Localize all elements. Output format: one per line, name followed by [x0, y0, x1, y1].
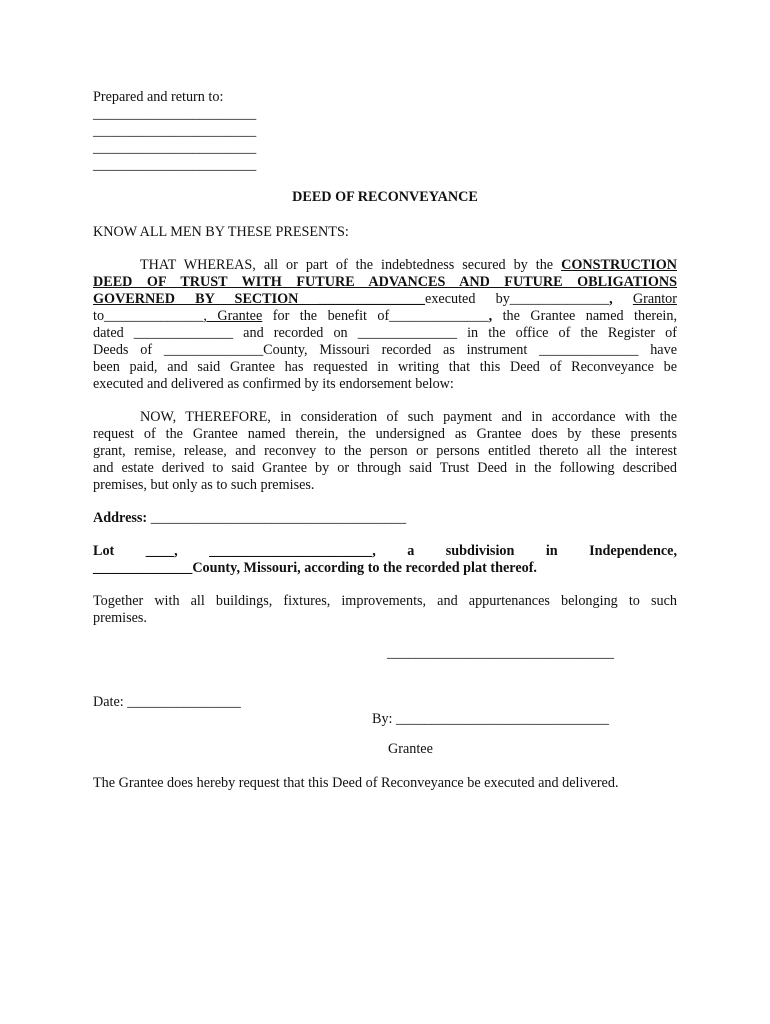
return-address-line-4: _______________________	[93, 157, 257, 173]
para1-line-8: executed and delivered as confirmed by its endorsement below:	[93, 376, 454, 392]
document-title: DEED OF RECONVEYANCE	[292, 189, 478, 205]
para1-line-1: THAT WHEREAS, all or part of the indebtedness secured by the CONSTRUCTION	[140, 257, 677, 273]
return-address-line-3: _______________________	[93, 140, 257, 156]
para1-line-2: DEED OF TRUST WITH FUTURE ADVANCES AND FUTURE OBLIGATIONS	[93, 274, 677, 290]
closing-statement: The Grantee does hereby request that this Deed of Reconveyance be executed and delivered.	[93, 775, 619, 791]
together-line-2: premises.	[93, 610, 147, 626]
signature-top-line: ________________________________	[387, 645, 614, 661]
para2-line-5: premises, but only as to such premises.	[93, 477, 315, 493]
lot-line-2: ______________County, Missouri, according to the recorded plat thereof.	[93, 560, 537, 576]
para1-line-3: GOVERNED BY SECTION _______________executed by______________, Grantor	[93, 291, 677, 307]
para1-line-7: been paid, and said Grantee has requested in writing that this Deed of Reconveyance be	[93, 359, 677, 375]
para1-line-4: to______________, Grantee for the benefit of______________, the Grantee named therein,	[93, 308, 677, 324]
grantee-label: Grantee	[388, 741, 433, 757]
return-address-line-2: _______________________	[93, 123, 257, 139]
para2-line-4: and estate derived to said Grantee by or through said Trust Deed in the following described	[93, 460, 677, 476]
lot-line-1: Lot ____, _______________________, a subdivision in Independence,	[93, 543, 677, 559]
by-signature-line: By: ______________________________	[372, 711, 609, 727]
date-field: Date: ________________	[93, 694, 241, 710]
para1-line-5: dated ______________ and recorded on ______________ in the office of the Register of	[93, 325, 677, 341]
return-address-line-1: _______________________	[93, 106, 257, 122]
para2-line-2: request of the Grantee named therein, the undersigned as Grantee does by these presents	[93, 426, 677, 442]
prepared-return-label: Prepared and return to:	[93, 89, 224, 105]
together-line-1: Together with all buildings, fixtures, improvements, and appurtenances belonging to such	[93, 593, 677, 609]
para2-line-3: grant, remise, release, and reconvey to the person or persons entitled thereto all the interest	[93, 443, 677, 459]
address-field: Address: ____________________________________	[93, 510, 407, 526]
know-all-heading: KNOW ALL MEN BY THESE PRESENTS:	[93, 224, 349, 240]
para2-line-1: NOW, THEREFORE, in consideration of such payment and in accordance with the	[140, 409, 677, 425]
para1-line-6: Deeds of ______________County, Missouri recorded as instrument ______________ have	[93, 342, 677, 358]
